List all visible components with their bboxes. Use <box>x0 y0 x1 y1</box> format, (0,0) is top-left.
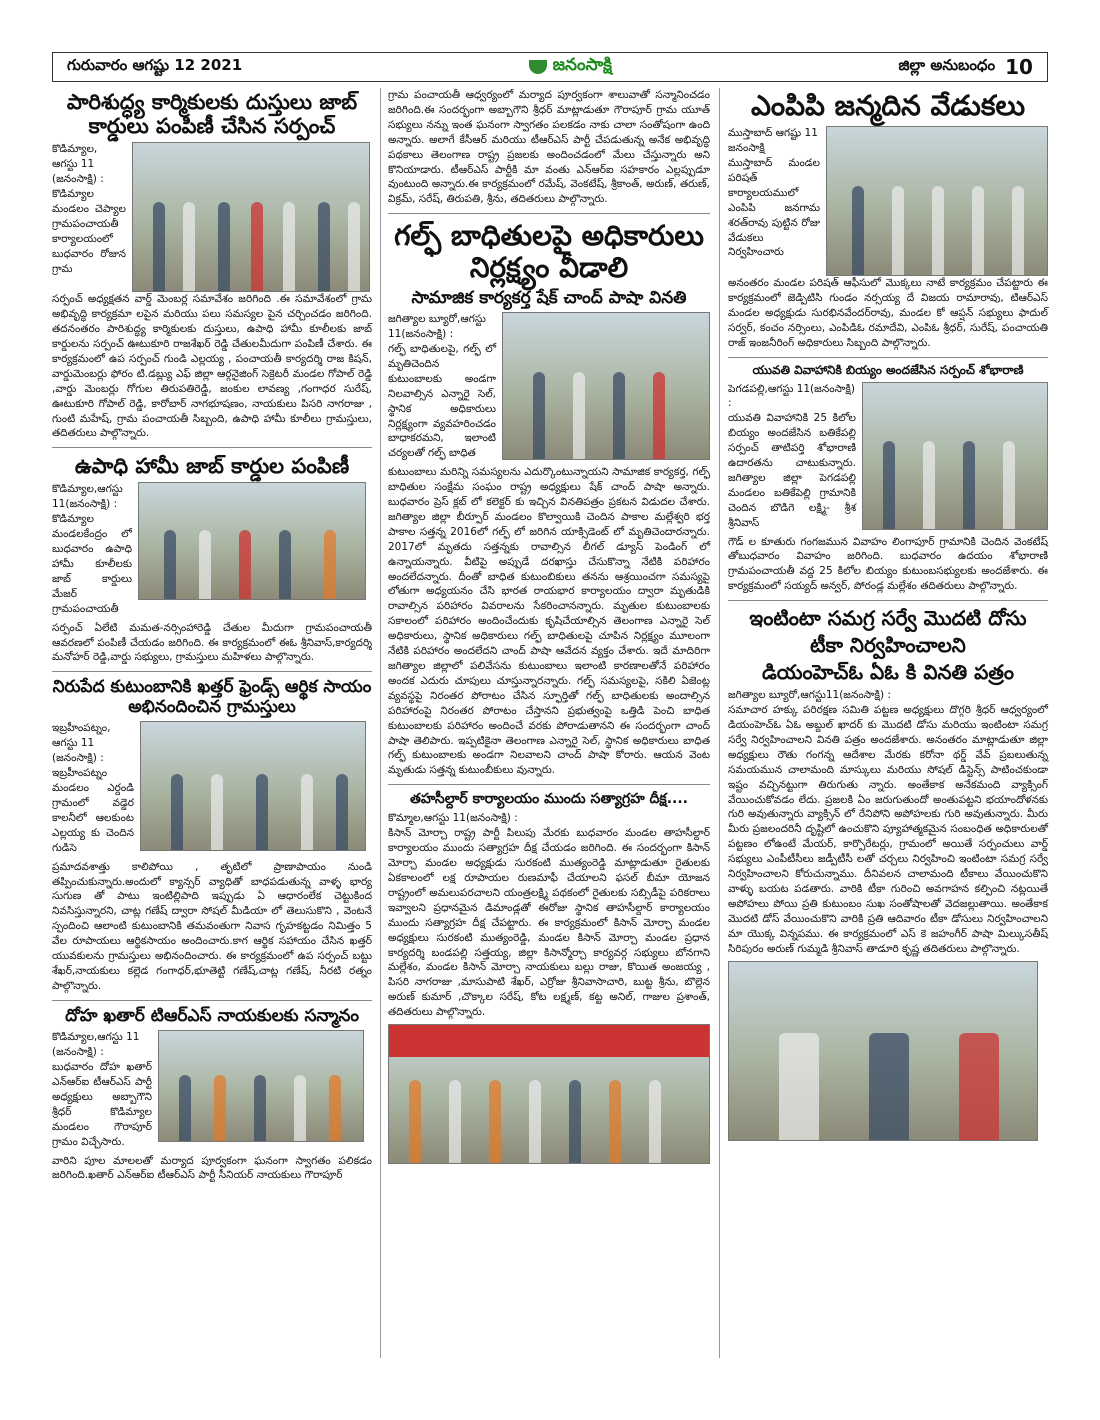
lead-text: కొడిమ్యాల మండలం చెప్యాల గ్రామపంచాయతీ కార్యాలయంలో బుధవారం రోజున గ్రామ <box>52 188 126 275</box>
column-divider <box>380 88 381 1358</box>
dateline: జగిత్యాల బ్యూరో,ఆగస్టు11(జనంసాక్షి) : <box>728 689 891 702</box>
lead-text: గల్ఫ్ బాధితులపై, గల్ఫ్ లో మృతిచెందిన కుటుంబాలకు అండగా నిలవాల్సిన ఎన్నారై సెల్, స్థానిక అధికారులు నిర్లక్ష్యంగా వ్యవహరించడం బాధాకరమని, ఇలాంటి చర్యలతో గల్ఫ్ బాధిత <box>388 342 496 460</box>
article-photo <box>728 961 1038 1141</box>
section-name: జిల్లా అనుబంధం <box>898 56 996 74</box>
article-photo <box>138 482 366 600</box>
headline: ఎంపిపి జన్మదిన వేడుకలు <box>750 89 1026 122</box>
headline: టీకా నిర్వహించాలని <box>810 633 966 658</box>
article-photo <box>502 312 710 460</box>
lead-text: ముస్తాబాద్ మండల పరిషత్ కార్యాలయములో ఎంపిపి జనగామ శరత్‌రావు పుట్టిన రోజు వేడుకలు నిర్వహించారు <box>728 157 820 259</box>
lead-text: బుధవారం దోహ ఖతార్ ఎన్ఆర్ఐ టీఆర్ఎస్ పార్టీ అధ్యక్షులు అబ్బాగౌని శ్రీధర్ కొడిమ్యాల మండలం గౌరాపూర్ గ్రామం విచ్చేసారు. <box>52 1061 152 1148</box>
headline: యువతి వివాహానికి బియ్యం అందజేసిన సర్పంచ్ శోభారాణి <box>752 362 1024 377</box>
article-rice-donation <box>728 364 1048 594</box>
body-text: ప్రమాదవశాత్తు కాలిపోయి , తృటిలో ప్రాణాపాయం నుండి తప్పించుకున్నారు.అందులో క్యాన్సర్ వ్యాధితో బాధపడుతున్న వాళ్ళ భార్య సుగుణ తో పాటు ఇంటిల్లిపాది ఇప్పుడు ఏ ఆధారంలేక చెట్టుకింద నివసిస్తున్నారని, చాట్ల గణేష్ ద్వారా సోషల్ మీడియా లో తెలుసుకొని , వెంటనే స్పందించి ఆలాంటి కుటుంబానికి తమవంతుగా నివాస గృహకట్టడం నిమిత్తం 5 వేల రూపాయలు ఆర్థికసాయం అందించారు.కాగ ఆర్థిక సహాయం చేసిన ఖత్తర్ యువకులను గ్రామస్తులు అభినందించారు. ఈ కార్యక్రమంలో ఉప సర్పంచ్ బట్టు శేఖర్,నాయకులు కల్లెడ గంగాధర్,భూతెట్టి గణేష్,చాట్ల గణేష్, నీరటి రత్నం పాల్గొన్నారు. <box>52 860 372 992</box>
article-qatar-friends <box>52 678 372 993</box>
headline: ఇంటింటా సమగ్ర సర్వే మొదటి దోసు <box>749 606 1027 631</box>
issue-date: గురువారం ఆగష్టు 12 2021 <box>67 56 243 74</box>
logo-leaf-icon <box>529 60 547 74</box>
article-sanitation-workers <box>52 90 372 441</box>
column-2 <box>388 88 710 1164</box>
body-text: గౌడ్ ల కూతురు గంగజమున వివాహం లింగాపూర్ గ్రామానికి చెందిన వెంకటేష్ తోబుధవారం వివాహం జరిగింది. బుధవారం ఉదయం శోభారాణి గ్రామపంచాయతీ వద్ద 25 కిలోల బియ్యం కుటుంబసభ్యులకు అందజేశారు. ఈ కార్యక్రమంలో సయ్యద్ అన్వర్, పోరండ్ల మల్లేశం తదితరులు పాల్గొన్నారు. <box>728 535 1048 593</box>
headline: డియంహెచ్ఓ ఏఓ కి వినతి పత్రం <box>761 660 1015 685</box>
headline: నిరుపేద కుటుంబానికి ఖత్తర్ ఫ్రెండ్స్ ఆర్థిక సాయం అభినందించిన గ్రామస్తులు <box>52 677 372 717</box>
dateline: కొడిమ్యాల, ఆగస్టు 11 (జనంసాక్షి) : <box>52 143 104 186</box>
page-number: 10 <box>1005 55 1033 79</box>
dateline: కొడిమ్యాల,ఆగస్టు 11(జనంసాక్షి) : <box>52 483 123 511</box>
article-photo <box>132 142 370 292</box>
headline: పారిశుద్ధ్య కార్మికులకు దుస్తులు జాబ్ కార్డులు పంపిణీ చేసిన సర్పంచ్ <box>66 90 358 139</box>
article-job-cards <box>52 454 372 665</box>
subheadline: సామాజిక కార్యకర్త షేక్ చాంద్ పాషా వినతి <box>411 287 687 308</box>
newspaper-logo <box>529 55 612 79</box>
article-vaccination-survey <box>728 607 1048 1140</box>
article-doha-trs <box>52 1007 372 1184</box>
body-text: సమాచార హక్కు పరిరక్షణ సమితి పట్టణ అధ్యక్షులు దొగ్గరి శ్రీధర్ ఆధ్వర్యంలో డియంహెచ్ఓ ఏఓ అబ్దుల్ ఖాదర్ కు మొదటి డోసు మరియు ఇంటింటా సమగ్ర సర్వే నిర్వహించాలని వినతి పత్రం అందజేశారు. అనంతరం మాట్లాడుతూ జిల్లా అధ్యక్షులు రౌతు గంగన్న ఆదేశాల మేరకు కరోనా థర్డ్ వేవ్ ప్రబలుతున్న సమయమున చాలామంది మాస్కులు మరియు సోషల్ డిస్టెన్స్ పాటించకుండా ఇష్టం వచ్చినట్టుగా తిరుగుతు న్నారు. అంతేకాక అనేకమంది వ్యాక్సింగ్ వేయించుకోవడం లేదు. ప్రజలకి ఏం జరుగుతుందో అంతుపట్టని భయాందోళనకు గురి అవుతున్నారు వ్యాక్సిన్ లో రేనిపోని అపోహలకు గురి అవుతున్నారు. మీరు మీరు ప్రజలందరినీ దృష్టిలో ఉంచుకొని ప్యూహాత్మకమైన సంబంధిత అధికారులతో పట్టణం లోఉంటే మేయర్, కార్పొరేటర్లు, గ్రామంలో అయితే సర్పంచులు వార్డ్ సభ్యులు ఎంపీటీసీలు జడ్పీటీసీ లతో చర్చలు నిర్వహించి ఇంటింటా సమగ్ర సర్వే నిర్వహించాలని కోరుచున్నాము. దీనివలన చాలామంది టీకాలు వేయించుకొని వాళ్ళు బయట పడతారు. వారికి టీకా గురించి అవగాహన కల్పించి నట్లయితే అపోహలు పోయి ప్రతి కుటుంబం సుఖ సంతోషాలతో వెదజల్లుతాయి. అంతేకాక మొదటి డోస్ వేయించుకొని వారికి ప్రతి ఆదివారం టీకా డోసులు నిర్వహించాలని మా యొక్క విన్నపము. ఈ కార్యక్రమంలో ఎస్ కె జహంగీర్ పాషా మిల్కుసతీష్ సిరిపురం అరుణ్ గుమ్మడి శ్రీనివాస్ తాడూరి కృష్ణ తదితరులు పాల్గొన్నారు. <box>728 704 1048 955</box>
dateline: కొడిమ్యాల,ఆగస్టు 11 (జనంసాక్షి) : <box>52 1031 140 1059</box>
article-gulf-victims <box>388 220 710 778</box>
lead-text: కొడిమ్యాల మండలకేంద్రం లో బుధవారం ఉపాధి హామీ కూలీలకు జాబ్ కార్డులు మేజర్ గ్రామపంచాయతీ <box>52 513 132 615</box>
dateline: ముస్తాబాద్ ఆగష్టు 11 జనంసాక్షి <box>728 127 818 155</box>
lead-text: ఇబ్రహీంపట్నం మండలం ఎర్దండి గ్రామంలో వడ్డెర కాలనీలో ఆలకుంట ఎల్లయ్య కు చెందిన గుడిసె <box>52 767 134 854</box>
dateline: కొమ్మాల,ఆగస్టు 11(జనంసాక్షి) : <box>388 812 518 825</box>
body-text: వారిని పూల మాలలతో మర్యాద పూర్వకంగా ఘనంగా స్వాగతం పలికడం జరిగింది.ఖతార్ ఎన్ఆర్ఐ టీఆర్ఎస్ పార్టీ సీనియర్ నాయకులు గౌరాపూర్ <box>52 1154 372 1182</box>
headline: గల్ఫ్ బాధితులపై అధికారులు నిర్లక్ష్యం వీడాలి <box>394 219 704 285</box>
section-info <box>898 55 1033 79</box>
article-mpp-birthday <box>728 90 1048 351</box>
body-text: కిసాన్ మోర్చా రాష్ట్ర పార్టీ పిలుపు మేరకు బుధవారం మండల తాహసీల్దార్ కార్యాలయం ముందు సత్యాగ్రహ దీక్ష చేయడం జరిగింది. ఈ సందర్భంగా కిసాన్ మోర్చా మండల అధ్యక్షుడు సురకంటి ముత్యంరెడ్డి మాట్లాడుతూ రైతులకు ఏకకాలంలో లక్ష రూపాయల రుణమాఫీ చేయాలని ఫసల్ బీమా యోజన రాష్ట్రంలో అమలుపరచాలని యంత్రలక్ష్మి పథకంలో రైతులకు సబ్సిడీపై పరికరాలు ఇవ్వాలని ప్రధానమైన డిమాండ్లతో ఈరోజు స్థానిక తాహసీల్దార్ కార్యాలయం ముందు సత్యాగ్రహ దీక్ష చేపట్టారు. ఈ కార్యక్రమంలో కిసాన్ మోర్చా మండల అధ్యక్షులు సురకంటి ముత్యంరెడ్డి, మండల కిసాన్ మోర్చా మండల ప్రధాన కార్యదర్శి బండపల్లి సత్తయ్య, జిల్లా కిసాన్మోర్చా కార్యవర్గ సభ్యులు బోనగాని మల్లేశం, మండల కిసాన్ మోర్చా నాయకులు బల్లు రాజు, కొయిత అంజయ్య , పిసరి నాగరాజు ,మాసుపాటి శేఖర్, ఎర్రోజు శ్రీనివాసాచారి, బుట్ట శ్రీను, బొల్లెన అరుణ్ కుమార్ ,చొక్కాల సరేష్, కోట లక్ష్మణ్, కట్ట అనిల్, గాజుల ప్రశాంత్, తదితరులు పాల్గొన్నారు. <box>388 827 710 1019</box>
article-photo <box>140 721 366 851</box>
body-text: కుటుంబాలు మరిన్ని సమస్యలను ఎదుర్కొంటున్నాయని సామాజిక కార్యకర్త, గల్ఫ్ బాధితుల సంక్షేమ సంఘం రాష్ట్ర అధ్యక్షులు షేక్ చాంద్ పాషా అన్నారు. బుధవారం ప్రెస్ క్లబ్ లో కలెక్టర్ కు ఇచ్చిన వినతిపత్రం ప్రకటన విడుదల చేశారు. జగిత్యాల జిల్లా బీర్పూర్ మండలం కొల్వాయికి చెందిన పాకాల మల్లేశ్వరి భర్త పాకాల సత్తన్న 2016లో గల్ఫ్ లో జరిగిన యాక్సిడెంట్ లో మృతిచెందారన్నారు. 2017లో మృతదు సత్తన్నకు రావాల్సిన లీగల్ డ్యూస్ పెండింగ్ లో ఉన్నాయన్నారు. వీటిపై అప్పుడే దరఖాస్తు చేసుకొన్నా నేటికి పరిహారం అందలేదన్నారు. దీంతో బాధిత కుటుంబికులు తనను ఆశ్రయించగా సమస్యపై లోతుగా అధ్యయనం చేసి భారత రాయభార కార్యాలయం ద్వారా మృతుడికి రావాల్సిన పరిహారం వివరాలను సేకరించానన్నారు. మృతుల కుటుంబాలకు సకాలంలో పరిహారం అందించేందుకు కృషిచేయాల్సిన తెలంగాణ ఎన్నారై సెల్ అధికారులు, స్థానిక అధికారులు గల్ఫ్ బాధితులపై చూపిన నిర్లక్ష్యం మూలంగా నేటికి పరిహారం అందలేదని చాంద్ పాషా ఆవేదన వ్యక్తం చేశారు. ఇదే మాదిరిగా జగిత్యాల జిల్లాలో పలివేసను కుటుంబాలు ఇలాంటి కారణాలతోనే పరిహారం అందక ఎదురు చూపులు చూస్తున్నారన్నారు. గల్ఫ్ సమస్యలపై, సకిలి ఏజెంట్ల వ్యవస్థపై నిరంతర పోరాటం చేసిన స్ఫూర్తితో గల్ఫ్ బాధితులకు అందాల్సిన పరిహారంపై నిరంతర పోరాటం చేస్తానని ప్రభుత్వంపై ఒత్తిడి పెంచి బాధిత కుటుంబాలకు పరిహారం అందించే వరకు పోరాడుతానని ఈ సందర్భంగా చాంద్ పాషా తెలిపారు. ఇప్పటికైనా తెలంగాణ ఎన్నారై సెల్, స్థానిక అధికారులు బాధిత గల్ఫ్ కుటుంబాలకు అండగా నిలవాలని చాంద్ పాషా కోరారు. ఆయన వెంట మృతుడు సత్తన్న కుటుంబీకులు వున్నారు. <box>388 466 710 777</box>
masthead <box>52 52 1048 82</box>
column-1 <box>52 88 372 1187</box>
column-divider <box>719 88 720 1358</box>
body-text: అనంతరం మండల పరిషత్ ఆఫీసులో మొక్కలు నాటే కార్యక్రమం చేపట్టారు ఈ కార్యక్రమంలో జెడ్పిటిసి గుండం నర్సయ్య దే విజయ రామారావు, టిఆర్ఎస్ మండల అధ్యక్షుడు సురభినవేందర్‌రావు, మండల కో ఆప్షన్ సభ్యులు ఫాదుల్ సర్వర్, కంచం నర్సింలు, ఎంపిడిఓ రమాదేవి, ఎంపిఓ శ్రీధర్, సురేష్, పంచాయతి రాజ్ ఇంజనీరింగ్ అధికారులు సిబ్బంది పాల్గొన్నారు. <box>728 277 1048 349</box>
dateline: జగిత్యాల బ్యూరో,ఆగస్టు 11(జనంసాక్షి) : <box>388 313 486 341</box>
body-text: సర్పంచ్ ఏలేటి మమత-నర్సింహారెడ్డి చేతుల మీదుగా గ్రామపంచాయతీ ఆవరణలో పంపిణీ చేయడం జరిగింది. ఈ కార్యక్రమంలో ఈఓ శ్రీనివాస్,కార్యదర్శి మనోహర్ రెడ్డి,వార్డు సభ్యులు, గ్రామస్తులు మహిళలు పాల్గొన్నారు. <box>52 621 372 664</box>
headline: ఉపాధి హామీ జాబ్ కార్డుల పంపిణీ <box>74 454 350 479</box>
lead-text: యువతి వివాహానికి 25 కిలోల బియ్యం అందజేసిన బతికేపల్లి సర్పంచ్ తాటిపర్తి శోభారాణి ఉదారతను చాటుకున్నారు. జగిత్యాల జిల్లా పెగడపల్లి మండలం బతికేపెల్లి గ్రామానికి చెందిన బొడిగె లక్ష్మి- శ్రీశ శ్రీనివాస్ <box>728 412 856 529</box>
article-photo <box>826 126 1048 276</box>
article-photo <box>158 1030 364 1142</box>
article-photo <box>388 1024 710 1164</box>
headline: తహసీల్దార్ కార్యాలయం ముందు సత్యాగ్రహ దీక్ష.... <box>409 791 688 808</box>
article-photo <box>862 382 1048 530</box>
logo-text: జనంసాక్షి <box>552 55 612 75</box>
column-3 <box>728 88 1048 1141</box>
article-satyagraha <box>388 791 710 1164</box>
body-text: సర్పంచ్ అధ్యక్షతన వార్డ్ మెంబర్ల సమావేశం జరిగింది .ఈ సమావేశంలో గ్రామ అభివృద్ధి కార్యక్రమా లపైన మరియు పలు సమస్యల పైన చర్చించడం జరిగింది. తదనంతరం పారిశుద్ధ్య కార్మికులకు దుస్తులు, ఉపాధి హామీ కూలీలకు జాబ్ కార్డులను సర్పంచ్ ఊటుకూరి రాజశేఖర్ రెడ్డి చేతులమీదుగా పంపిణీ చేశారు. ఈ కార్యక్రమంలో ఉప సర్పంచ్ గుండి ఎల్లయ్య , పంచాయతీ కార్యదర్శి రాజ కిషన్, వార్డుమెంబర్లు ఫోరం టి.డబ్ల్యు ఎఫ్ జిల్లా ఆర్గనైజింగ్ సెక్రెటరీ మండల గోపాల్ రెడ్డి ,వార్డు మెంబర్లు గోగుల తిరుపతిరెడ్డి, జంకుల లావణ్య ,గంగాధర సురేష్, ఊటుకూరి గోపాల్ రెడ్డి, కారోబార్ నాగభూషణం, నాయకులు పిసరి నాగరాజు , గుంటి మహేష్, గ్రామ పంచాయతీ సిబ్బంది, ఉపాధి హామీ కూలీలు గ్రామస్తులు, తదితరులు పాల్గొన్నారు. <box>52 293 372 440</box>
dateline: ఇబ్రహీంపట్నం, ఆగస్టు 11 (జనంసాక్షి) : <box>52 722 111 765</box>
headline: దోహ ఖతార్ టిఆర్ఎస్ నాయకులకు సన్మానం <box>65 1005 359 1026</box>
dateline: పెగడపల్లి,ఆగస్టు 11(జనంసాక్షి) : <box>728 382 855 410</box>
continued-text: గ్రామ పంచాయతీ ఆధ్వర్యంలో మర్యాద పూర్వకంగా శాలువాతో సన్మానించడం జరిగింది.ఈ సందర్భంగా అబ్బాగౌని శ్రీధర్ మాట్లాడుతూ గౌరాపూర్ గ్రామ యూత్ సభ్యులు నన్ను ఇంత ఘనంగా స్వాగతం పలకడం నాకు చాలా సంతోషంగా ఉంది అన్నారు. అలాగే కేసీఆర్ మరియు టీఆర్ఎస్ పార్టీ చేపడుతున్న అనేక అభివృద్ధి పథకాలు తెలంగాణ రాష్ట్ర ప్రజలకు అందించడంలో మేలు చేస్తున్నారు అని కొనియాడారు. టీఆర్ఎస్ పార్టీకి మా వంతు ఎన్ఆర్ఐ సహకారం ఎల్లప్పుడూ వుంటుంది అన్నారు.ఈ కార్యక్రమంలో రమేష్, వెంకటేష్, శ్రీకాంత్, అరుణ్, తరుణ్, విక్రమ్, సరేష్, తిరుపతి, శ్రీను, తదితరులు పాల్గొన్నారు. <box>388 89 710 206</box>
